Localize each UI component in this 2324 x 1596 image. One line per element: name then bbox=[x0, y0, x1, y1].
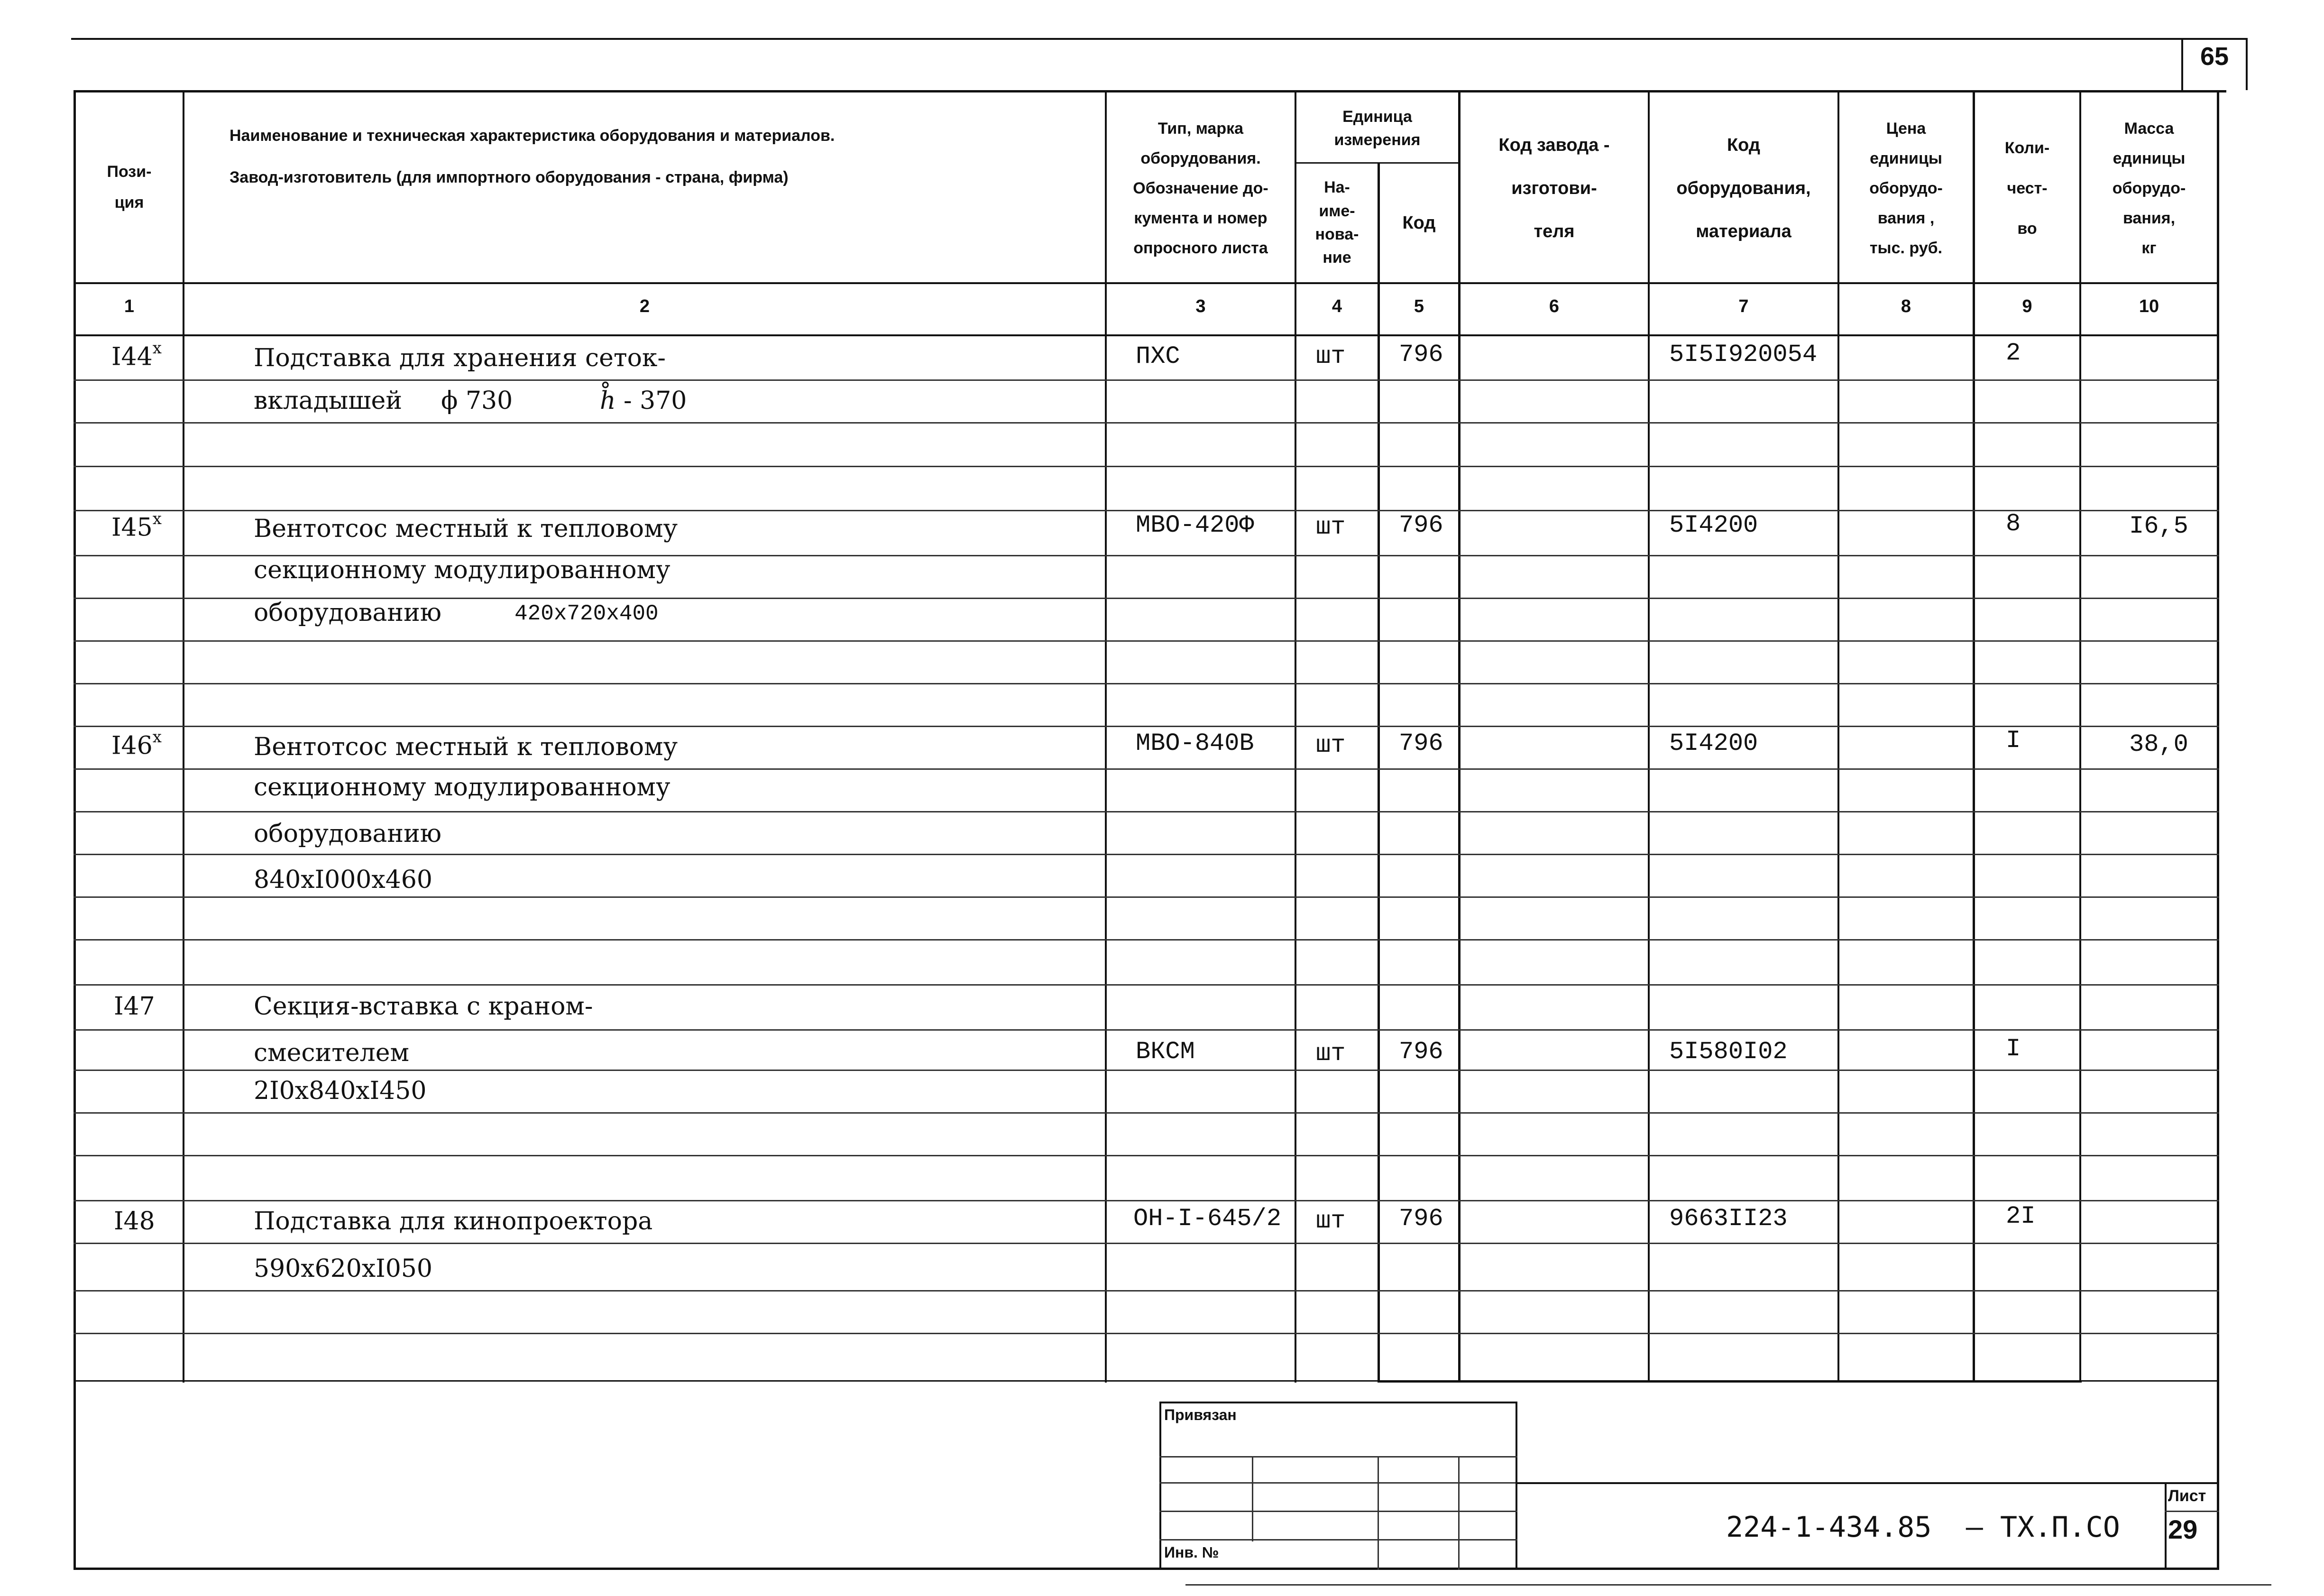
unitcode-i45: 796 bbox=[1399, 511, 1443, 539]
bottom-trailing-rule bbox=[1185, 1584, 2271, 1586]
header-quantity: Коли- чест- во bbox=[2004, 139, 2050, 238]
col-line-1 bbox=[183, 90, 184, 1383]
unit-i44: шт bbox=[1316, 342, 1346, 370]
row-rule bbox=[73, 896, 2219, 898]
stamp-col-3 bbox=[1458, 1456, 1460, 1570]
stamp-rule-2 bbox=[1159, 1482, 1517, 1484]
pos-i48: I48 bbox=[114, 1207, 155, 1236]
unit-i48: шт bbox=[1316, 1207, 1346, 1235]
body-bottom-rule bbox=[73, 1380, 2219, 1382]
col-line-3 bbox=[1295, 90, 1296, 1383]
row-rule bbox=[73, 1333, 2219, 1334]
unitcode-i47: 796 bbox=[1399, 1038, 1443, 1066]
name-i46-line1: Вентотсос местный к тепловому bbox=[254, 733, 678, 761]
dim-i45: 420x720x400 bbox=[514, 601, 659, 626]
header-bottom-rule bbox=[73, 282, 2219, 284]
type-i47: ВКСМ bbox=[1136, 1038, 1195, 1066]
col-line-6 bbox=[1648, 90, 1650, 1383]
row-rule bbox=[73, 768, 2219, 770]
stamp-rule-4 bbox=[1159, 1539, 1517, 1541]
row-rule bbox=[73, 640, 2219, 642]
pos-i46: I46$^x$ bbox=[111, 728, 162, 760]
equipcode-i46: 5I4200 bbox=[1669, 729, 1758, 757]
qty-i44: 2 bbox=[2006, 339, 2021, 367]
table-top-border bbox=[73, 90, 2226, 92]
stamp-top-border bbox=[1159, 1402, 1517, 1403]
unitcode-i44: 796 bbox=[1399, 341, 1443, 369]
mass-i45: I6,5 bbox=[2129, 512, 2188, 540]
row-rule bbox=[73, 984, 2219, 986]
type-i45: МВО-420Ф bbox=[1136, 511, 1254, 539]
colnum-6: 6 bbox=[1549, 296, 1560, 316]
colnum-4: 4 bbox=[1332, 296, 1342, 316]
sheet-label: Лист bbox=[2168, 1487, 2206, 1505]
document-code: 224-1-434.85 – ТХ.П.СО bbox=[1726, 1511, 2120, 1544]
unit-i47: шт bbox=[1316, 1040, 1346, 1068]
name-i48-line1: Подставка для кинопроектора bbox=[254, 1207, 653, 1236]
header-price: Цена единицы оборудо- вания , тыс. руб. bbox=[1869, 120, 1943, 257]
type-i48: ОН-I-645/2 bbox=[1133, 1205, 1282, 1233]
type-i44: ПХС bbox=[1136, 342, 1180, 370]
row-rule bbox=[73, 1155, 2219, 1156]
header-mass: Масса единицы оборудо- вания, кг bbox=[2112, 120, 2186, 257]
pos-i45: I45$^x$ bbox=[111, 509, 162, 542]
stamp-col-1 bbox=[1252, 1456, 1253, 1541]
name-i45-line2: секционному модулированному bbox=[254, 556, 671, 584]
pos-i47: I47 bbox=[114, 992, 155, 1021]
type-i46: МВО-840В bbox=[1136, 729, 1254, 757]
colnum-7: 7 bbox=[1738, 296, 1749, 316]
name-i46-line4: 840xI000x460 bbox=[254, 866, 432, 894]
row-rule bbox=[73, 1070, 2219, 1071]
name-i45-line3: оборудованию bbox=[254, 599, 441, 627]
header-position: Пози- ция bbox=[107, 163, 152, 212]
qty-i46: I bbox=[2006, 727, 2021, 755]
page-number: 65 bbox=[2200, 42, 2229, 71]
header-unit-name: На- име- нова- ние bbox=[1315, 178, 1359, 267]
header-unit-group: Единица измерения bbox=[1334, 107, 1421, 149]
name-i46-line2: секционному модулированному bbox=[254, 773, 671, 802]
header-unit-code: Код bbox=[1402, 212, 1436, 233]
row-rule bbox=[73, 1290, 2219, 1292]
col-line-7 bbox=[1837, 90, 1839, 1383]
equipcode-i47: 5I580I02 bbox=[1669, 1038, 1788, 1066]
row-rule bbox=[73, 1112, 2219, 1114]
pos-i44: I44$^x$ bbox=[111, 339, 162, 371]
name-i47-line2: смесителем bbox=[254, 1039, 409, 1067]
unitcode-i46: 796 bbox=[1399, 729, 1443, 757]
stamp-inv-label: Инв. № bbox=[1164, 1544, 1219, 1561]
colnum-8: 8 bbox=[1901, 296, 1911, 316]
colnum-bottom-rule bbox=[73, 334, 2219, 336]
stamp-bound-label: Привязан bbox=[1164, 1406, 1237, 1423]
dim-i44-diameter: ϕ 730 bbox=[441, 387, 513, 415]
row-rule bbox=[73, 466, 2219, 467]
header-name: Наименование и техническая характеристика оборудования и материалов. Завод-изготовитель (для импортного оборудования - страна, фирма) bbox=[230, 126, 835, 186]
colnum-1: 1 bbox=[124, 296, 135, 316]
col-line-9 bbox=[2079, 90, 2081, 1383]
header-type: Тип, марка оборудования. Обозначение до- кумента и номер опросного листа bbox=[1133, 120, 1268, 257]
qty-i45: 8 bbox=[2006, 510, 2021, 538]
sheet-box-rule bbox=[2165, 1511, 2219, 1512]
colnum-3: 3 bbox=[1195, 296, 1206, 316]
colnum-9: 9 bbox=[2022, 296, 2032, 316]
name-i47-line3: 2I0x840xI450 bbox=[254, 1077, 427, 1105]
unitcode-i48: 796 bbox=[1399, 1205, 1443, 1233]
name-i48-line2: 590x620xI050 bbox=[254, 1255, 432, 1283]
row-rule bbox=[73, 939, 2219, 941]
row-rule bbox=[73, 1029, 2219, 1031]
qty-i48: 2I bbox=[2006, 1202, 2036, 1230]
row-rule bbox=[73, 379, 2219, 381]
row-rule bbox=[73, 1200, 2219, 1201]
stamp-col-2 bbox=[1378, 1456, 1379, 1570]
stamp-right-border bbox=[1516, 1402, 1517, 1570]
sheet-box-left bbox=[2165, 1482, 2167, 1570]
sheet-number: 29 bbox=[2168, 1514, 2198, 1544]
page-box-right bbox=[2246, 38, 2248, 90]
equipcode-i45: 5I4200 bbox=[1669, 511, 1758, 539]
row-rule bbox=[73, 422, 2219, 424]
unit-i46: шт bbox=[1316, 731, 1346, 759]
name-i45-line1: Вентотсос местный к тепловому bbox=[254, 515, 678, 543]
name-i46-line3: оборудованию bbox=[254, 820, 441, 848]
equipcode-i48: 9663II23 bbox=[1669, 1205, 1788, 1233]
stamp-rule-1 bbox=[1159, 1456, 1517, 1458]
colnum-5: 5 bbox=[1414, 296, 1424, 316]
header-equipment-code: Код оборудования, материала bbox=[1676, 135, 1811, 242]
qty-i47: I bbox=[2006, 1035, 2021, 1063]
dim-i44-height: ℎ̊ - 370 bbox=[600, 387, 687, 415]
col-line-5 bbox=[1458, 90, 1461, 1383]
stamp-left-border bbox=[1159, 1402, 1161, 1570]
name-i47-line1: Секция-вставка с краном- bbox=[254, 992, 593, 1021]
row-rule bbox=[73, 683, 2219, 684]
col-line-8 bbox=[1973, 90, 1975, 1383]
row-rule bbox=[73, 1243, 2219, 1244]
top-rule bbox=[71, 38, 2248, 40]
row-rule bbox=[73, 811, 2219, 812]
table-bottom-border bbox=[73, 1568, 2219, 1570]
colnum-10: 10 bbox=[2139, 296, 2159, 316]
col-line-2 bbox=[1105, 90, 1107, 1383]
table-right-border bbox=[2217, 90, 2219, 1570]
equipcode-i44: 5I5I920054 bbox=[1669, 341, 1818, 369]
stamp-code-top-rule bbox=[1516, 1482, 2219, 1484]
unit-i45: шт bbox=[1316, 513, 1346, 541]
header-manufacturer-code: Код завода - изготови- теля bbox=[1498, 135, 1610, 242]
colnum-2: 2 bbox=[639, 296, 650, 316]
name-i44-line1: Подставка для хранения сеток- bbox=[254, 344, 666, 372]
name-i44-line2: вкладышей bbox=[254, 387, 402, 415]
mass-i46: 38,0 bbox=[2129, 730, 2188, 758]
stamp-rule-3 bbox=[1159, 1511, 1517, 1512]
row-rule bbox=[73, 726, 2219, 727]
row-rule bbox=[73, 854, 2219, 855]
